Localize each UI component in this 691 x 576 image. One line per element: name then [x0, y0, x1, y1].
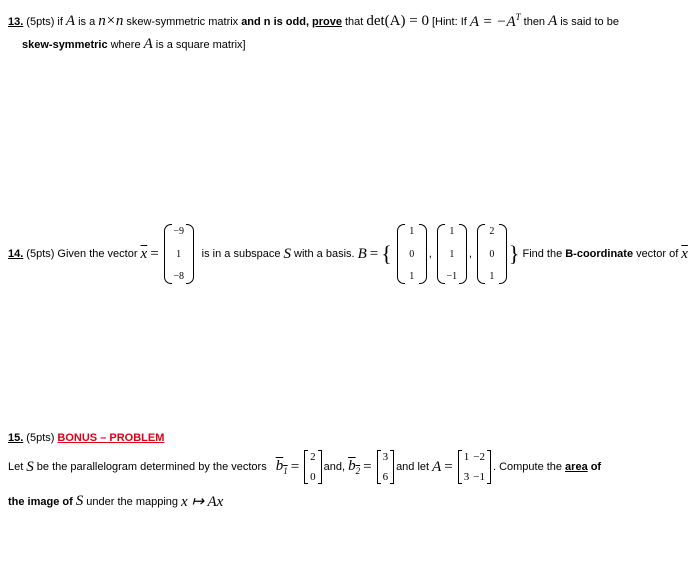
- q13-hint-then: then: [523, 15, 546, 28]
- q13-where: where: [110, 38, 141, 51]
- q14-comma-2: ,: [468, 248, 472, 260]
- q13-matrix-A: A: [65, 13, 76, 29]
- basis-entry: 0: [489, 248, 495, 260]
- A-entry: 3: [463, 471, 470, 483]
- q13-det-formula: det(A) = 0: [366, 13, 429, 29]
- A-entry: 1: [463, 451, 470, 463]
- q14-find-rest: vector of: [636, 248, 679, 260]
- q15-line3: [8, 492, 226, 511]
- b2-entry: 6: [382, 471, 389, 483]
- q13-prove: prove: [312, 15, 342, 28]
- q15-and: and,: [323, 461, 346, 473]
- q13-hint-said: is said to be: [560, 15, 619, 28]
- q15-b2-vector: [377, 450, 395, 484]
- basis-entry: 1: [409, 271, 415, 282]
- q13-isa: is a: [78, 15, 96, 28]
- q14-line: [8, 222, 691, 286]
- q13-points: (5pts): [26, 15, 55, 28]
- q14-number: 14.: [8, 248, 24, 260]
- q15-number: 15.: [8, 432, 24, 444]
- q13-hint-eq: $A = -A^T$: [469, 12, 521, 30]
- A-entry: −1: [473, 471, 485, 483]
- q15-compute: . Compute the: [492, 461, 563, 473]
- q15-andlet: and let: [396, 461, 430, 473]
- q15-line2: [8, 448, 604, 486]
- q13-and-n-odd: and n is odd,: [241, 15, 310, 28]
- b1-entry: 0: [310, 471, 316, 483]
- b2-entry: 3: [382, 451, 389, 463]
- q15-b2-eq: =: [363, 458, 372, 475]
- q15-under: under the mapping: [86, 495, 179, 508]
- q15-let: Let: [8, 461, 24, 473]
- q14-basis-text: with a basis.: [294, 248, 355, 260]
- q13-nxn: n×n: [98, 13, 124, 29]
- basis-entry: 1: [449, 226, 455, 237]
- q15-image-text: the image of: [8, 495, 73, 508]
- x-entry: −8: [173, 271, 184, 282]
- q15-para-text: be the parallelogram determined by the vectors: [36, 461, 267, 473]
- q13-desc: skew-symmetric matrix: [126, 15, 239, 28]
- basis-entry: −1: [446, 271, 458, 282]
- q14-points: (5pts): [26, 248, 55, 260]
- q15-A-eq: =: [444, 458, 453, 475]
- q14-subspace-text: is in a subspace: [201, 248, 281, 260]
- basis-entry: 2: [489, 226, 495, 237]
- q13-line2: [22, 36, 249, 53]
- q14-B: B: [357, 245, 367, 262]
- q15-of: of: [590, 461, 602, 473]
- q13-square: is a square matrix]: [155, 38, 246, 51]
- q14-right-brace: }: [508, 241, 520, 266]
- q14-basis-vector-3: [477, 224, 507, 284]
- q15-S: S: [26, 458, 34, 475]
- x-entry: 1: [176, 248, 182, 260]
- basis-entry: 0: [409, 248, 415, 260]
- q15-b1-vector: [304, 450, 322, 484]
- q14-S: S: [283, 245, 292, 262]
- q13-line1: [8, 12, 622, 31]
- q14-basis-vector-1: [397, 224, 427, 284]
- q15-b2: $b_2$: [348, 458, 361, 476]
- q13-A-2: A: [143, 36, 153, 52]
- q14-left-brace: {: [381, 241, 392, 266]
- q15-points: (5pts): [26, 432, 55, 444]
- q14-given: Given the vector: [57, 248, 138, 260]
- q14-x-vector-symbol: $\overline{x}$: [140, 245, 148, 262]
- q13-that: that: [345, 15, 364, 28]
- q14-find-bold: B-coordinate: [565, 248, 634, 260]
- q15-b1: $b_1$: [275, 458, 288, 476]
- q14-x-end: $\overline{x}$: [681, 245, 688, 262]
- x-entry: −9: [173, 226, 184, 237]
- q15-S-2: S: [75, 493, 84, 509]
- q13-skew: skew-symmetric: [22, 38, 108, 51]
- A-entry: −2: [473, 451, 485, 463]
- q14-x-vector: [164, 224, 194, 284]
- q15-header: [8, 432, 167, 444]
- q15-area: area: [565, 461, 588, 473]
- q13-if: if: [57, 15, 63, 28]
- q14-equals: =: [150, 245, 159, 262]
- q15-bonus-label: BONUS – PROBLEM: [57, 432, 165, 444]
- q15-A-matrix: [458, 450, 491, 484]
- q15-mapping: x ↦ Ax: [181, 494, 224, 510]
- q14-comma-1: ,: [428, 248, 432, 260]
- q15-A: A: [432, 458, 442, 475]
- basis-entry: 1: [449, 248, 455, 260]
- basis-entry: 1: [489, 271, 495, 282]
- q13-hint-A: A: [548, 13, 558, 29]
- q14-B-equals: =: [369, 245, 379, 262]
- q14-basis-vector-2: [437, 224, 467, 284]
- q13-number: 13.: [8, 15, 24, 28]
- q13-hint-open: [Hint: If: [431, 15, 467, 28]
- q15-b1-eq: =: [290, 458, 300, 475]
- q14-find: Find the: [522, 248, 563, 260]
- b1-entry: 2: [310, 451, 316, 463]
- basis-entry: 1: [409, 226, 415, 237]
